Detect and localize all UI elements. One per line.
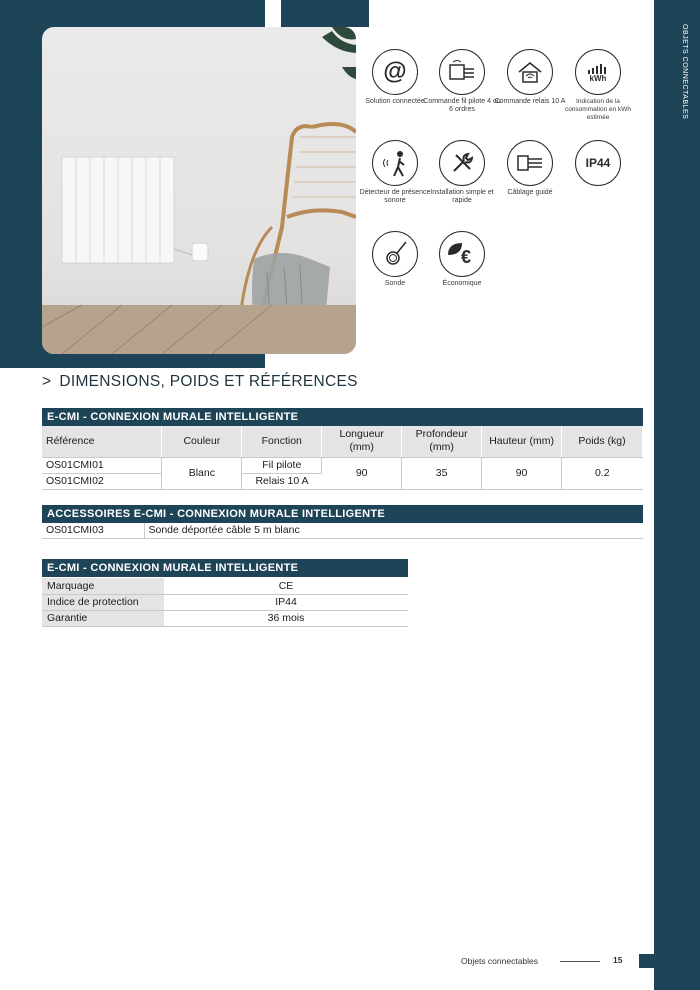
feature-detecteur-presence: Détecteur de présence sonore	[355, 140, 435, 205]
feature-commande-fil-pilote: Commande fil pilote 4 ou 6 ordres	[422, 49, 502, 114]
table-header-row	[42, 426, 643, 457]
accessories-table	[42, 523, 643, 539]
accessories-table-title: ACCESSOIRES E-CMI - CONNEXION MURALE INTELLIGENTE	[42, 505, 643, 523]
spec-key: Indice de protection	[42, 594, 164, 610]
footer-tab	[639, 954, 654, 968]
section-heading: > DIMENSIONS, POIDS ET RÉFÉRENCES	[42, 373, 358, 390]
page-number: 15	[613, 955, 623, 965]
main-table	[42, 426, 643, 490]
top-strip	[281, 0, 369, 27]
radiator-image	[62, 157, 208, 263]
main-table-title: E-CMI - CONNEXION MURALE INTELLIGENTE	[42, 408, 643, 426]
col-header-fonction: Fonction	[242, 426, 322, 457]
feature-economique: € Économique	[422, 231, 502, 288]
feature-indication-consommation: kWh Indication de la consommation en kWh estimée	[558, 49, 638, 122]
footer-label: Objets connectables	[461, 956, 539, 966]
presence-sensor-icon	[372, 140, 418, 186]
probe-icon	[372, 231, 418, 277]
feature-solution-connectee: @ Solution connectée	[355, 49, 435, 106]
col-header-reference: Référence	[42, 426, 162, 457]
footer-divider	[560, 961, 600, 962]
pilot-wire-icon	[439, 49, 485, 95]
spec-table	[42, 578, 408, 627]
feature-installation: Installation simple et rapide	[422, 140, 502, 205]
table-row	[42, 457, 643, 473]
spec-value: 36 mois	[164, 610, 408, 626]
chevron-right-icon: >	[42, 373, 52, 390]
cell-hauteur: 90	[482, 457, 562, 489]
col-header-longueur: Longueur (mm)	[322, 426, 402, 457]
feature-sonde: Sonde	[355, 231, 435, 288]
spec-table-title: E-CMI - CONNEXION MURALE INTELLIGENTE	[42, 559, 408, 577]
feature-commande-relais: Commande relais 10 A	[490, 49, 570, 106]
col-header-poids: Poids (kg)	[562, 426, 643, 457]
relay-house-icon	[507, 49, 553, 95]
col-header-couleur: Couleur	[162, 426, 242, 457]
cell-profondeur: 35	[402, 457, 482, 489]
feature-cablage-guide: Câblage guidé	[490, 140, 570, 197]
spec-key: Garantie	[42, 610, 164, 626]
table-row	[42, 523, 643, 538]
table-row	[42, 594, 408, 610]
spec-key: Marquage	[42, 578, 164, 594]
col-header-hauteur: Hauteur (mm)	[482, 426, 562, 457]
cell-couleur: Blanc	[162, 457, 242, 489]
col-header-profondeur: Profondeur (mm)	[402, 426, 482, 457]
cell-reference: OS01CMI03	[42, 523, 144, 538]
cell-longueur: 90	[322, 457, 402, 489]
cell-reference: OS01CMI02	[42, 473, 162, 489]
wiring-guide-icon	[507, 140, 553, 186]
cell-description: Sonde déportée câble 5 m blanc	[144, 523, 643, 538]
spec-value: CE	[164, 578, 408, 594]
economic-icon: €	[439, 231, 485, 277]
cell-fonction: Relais 10 A	[242, 473, 322, 489]
cell-fonction: Fil pilote	[242, 457, 322, 473]
installation-tools-icon	[439, 140, 485, 186]
plant-image	[322, 27, 356, 79]
at-sign-icon: @	[372, 49, 418, 95]
table-row	[42, 610, 408, 626]
product-photo	[42, 27, 356, 354]
table-row	[42, 578, 408, 594]
cell-poids: 0.2	[562, 457, 643, 489]
feature-ip44	[558, 140, 638, 186]
spec-value: IP44	[164, 594, 408, 610]
energy-meter-icon: kWh	[575, 49, 621, 95]
side-tab-label: OBJETS CONNECTABLES	[681, 24, 688, 120]
ip44-icon: IP44	[575, 140, 621, 186]
cell-reference: OS01CMI01	[42, 457, 162, 473]
